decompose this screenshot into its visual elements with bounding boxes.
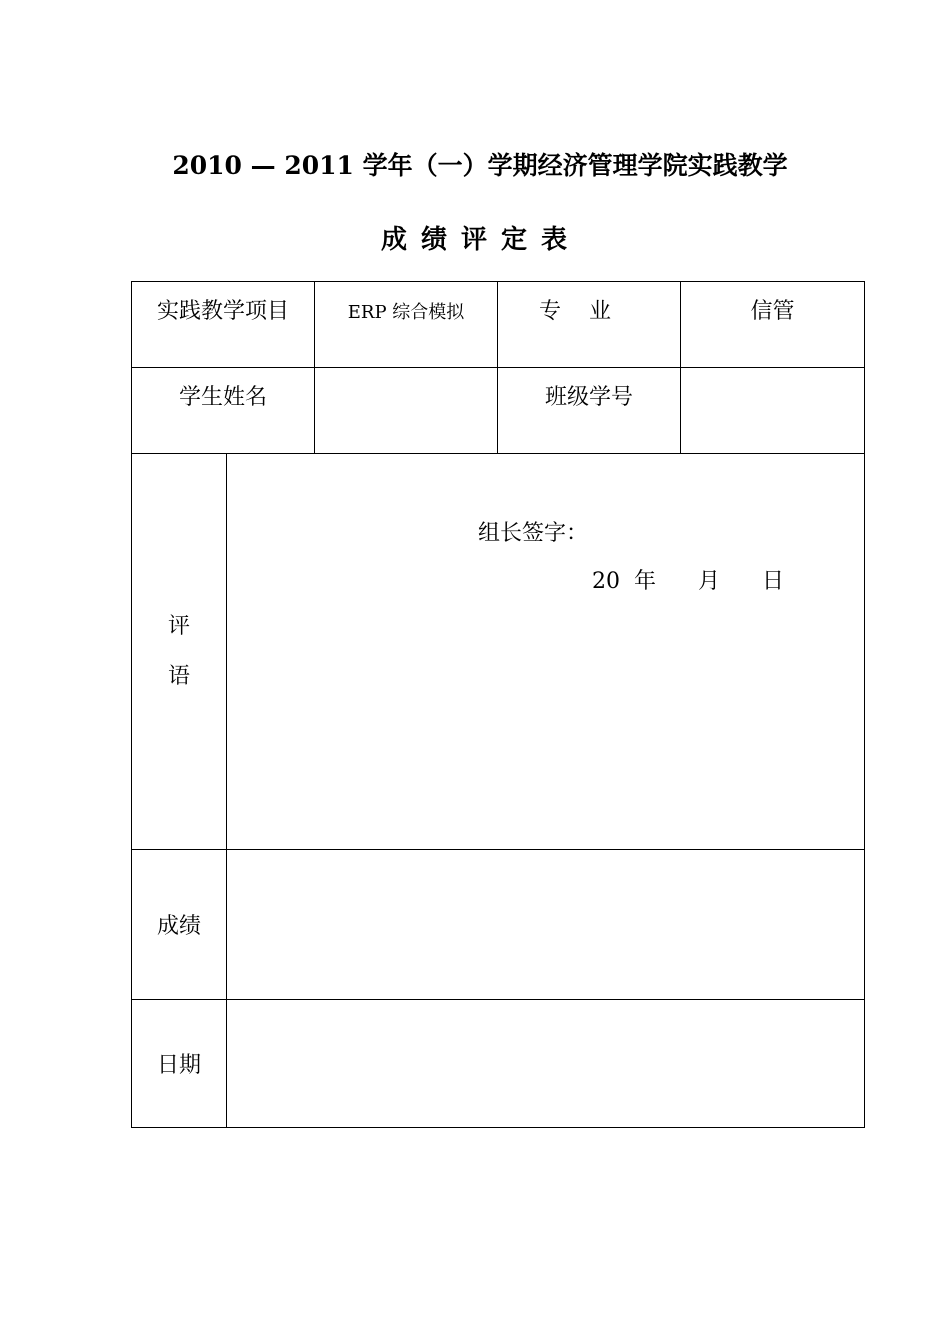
class-id-label-cell: [498, 368, 681, 454]
project-value-cell[interactable]: [315, 282, 498, 368]
student-name-label-cell: [132, 368, 315, 454]
signature-date-line: [592, 564, 784, 595]
class-id-label: 班级学号: [545, 385, 634, 410]
major-label: 专业: [539, 299, 640, 324]
class-id-field[interactable]: [681, 368, 865, 454]
date-year-unit: 年: [634, 569, 657, 594]
major-value-cell[interactable]: [681, 282, 865, 368]
document-title: 2010 — 2011 学年（一）学期经济管理学院实践教学: [172, 151, 788, 180]
project-label-cell: [132, 282, 315, 368]
table-row: [132, 368, 865, 454]
project-label: 实践教学项目: [157, 299, 290, 324]
table-row: [132, 850, 865, 1000]
comment-label: [168, 602, 190, 702]
table-row: [132, 282, 865, 368]
grade-field[interactable]: [227, 850, 865, 1000]
leader-signature-label: 组长签字：: [478, 521, 589, 546]
comment-label-char: 语: [167, 663, 190, 689]
date-day-unit: 日: [761, 569, 784, 594]
date-year-prefix: 20: [592, 569, 620, 594]
date-label-cell: [132, 1000, 227, 1128]
date-label: 日期: [156, 1053, 201, 1078]
major-label-cell: [498, 282, 681, 368]
student-name-field[interactable]: [315, 368, 498, 454]
major-value: 信管: [750, 299, 795, 324]
student-name-label: 学生姓名: [179, 385, 268, 410]
comment-label-cell: [132, 454, 227, 850]
comment-field[interactable]: [227, 454, 865, 850]
grade-label-cell: [132, 850, 227, 1000]
table-row: [132, 454, 865, 850]
grade-label: 成绩: [156, 914, 201, 939]
comment-label-char: 评: [167, 613, 190, 639]
date-month-unit: 月: [697, 569, 720, 594]
document-subtitle: 成绩评定表: [380, 225, 581, 255]
evaluation-form-table: [131, 281, 865, 1128]
date-field[interactable]: [227, 1000, 865, 1128]
table-row: [132, 1000, 865, 1128]
project-value: ERP 综合模拟: [347, 302, 465, 323]
